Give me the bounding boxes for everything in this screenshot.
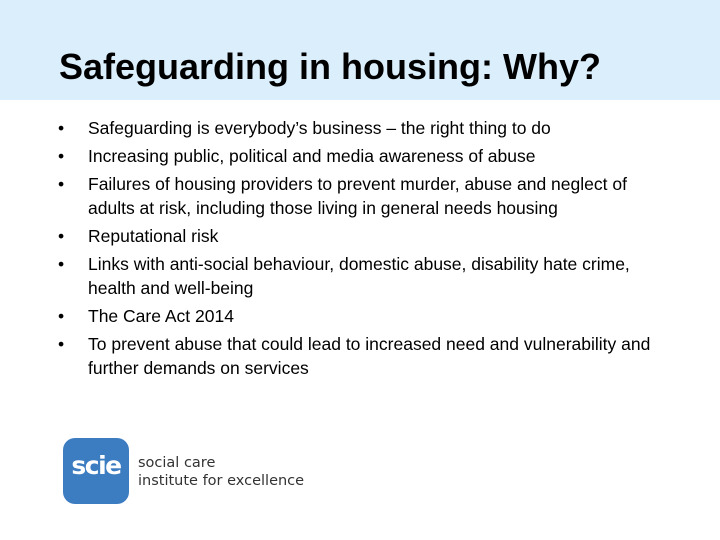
bullet-text: To prevent abuse that could lead to increased need and vulnerability and further demands on services	[88, 334, 651, 378]
bullet-icon: •	[58, 146, 65, 166]
logo-badge-text: scie	[71, 451, 121, 480]
bullet-text: Links with anti-social behaviour, domestic abuse, disability hate crime, health and well-being	[88, 254, 630, 298]
list-item	[54, 224, 674, 248]
logo-wordmark	[138, 454, 304, 490]
bullet-text: Increasing public, political and media awareness of abuse	[88, 146, 536, 166]
slide-title: Safeguarding in housing: Why?	[59, 46, 601, 87]
list-item	[54, 116, 674, 140]
logo-badge	[63, 438, 129, 504]
bullet-text: The Care Act 2014	[88, 306, 234, 326]
bullet-icon: •	[58, 334, 65, 354]
list-item	[54, 172, 674, 220]
logo-line-2: institute for excellence	[138, 473, 305, 489]
bullet-icon: •	[58, 226, 65, 246]
bullet-icon: •	[58, 306, 65, 326]
list-item	[54, 252, 674, 300]
logo-line-1: social care	[138, 455, 216, 471]
list-item	[54, 144, 674, 168]
bullet-icon: •	[58, 254, 65, 274]
list-item	[54, 304, 674, 328]
bullet-text: Reputational risk	[88, 226, 219, 246]
bullet-text: Safeguarding is everybody’s business – the right thing to do	[88, 118, 551, 138]
list-item	[54, 332, 674, 380]
bullet-list	[54, 116, 674, 380]
bullet-text: Failures of housing providers to prevent murder, abuse and neglect of adults at risk, including those living in general needs housing	[88, 174, 627, 218]
scie-logo	[63, 438, 303, 504]
bullet-icon: •	[58, 118, 65, 138]
bullet-icon: •	[58, 174, 65, 194]
